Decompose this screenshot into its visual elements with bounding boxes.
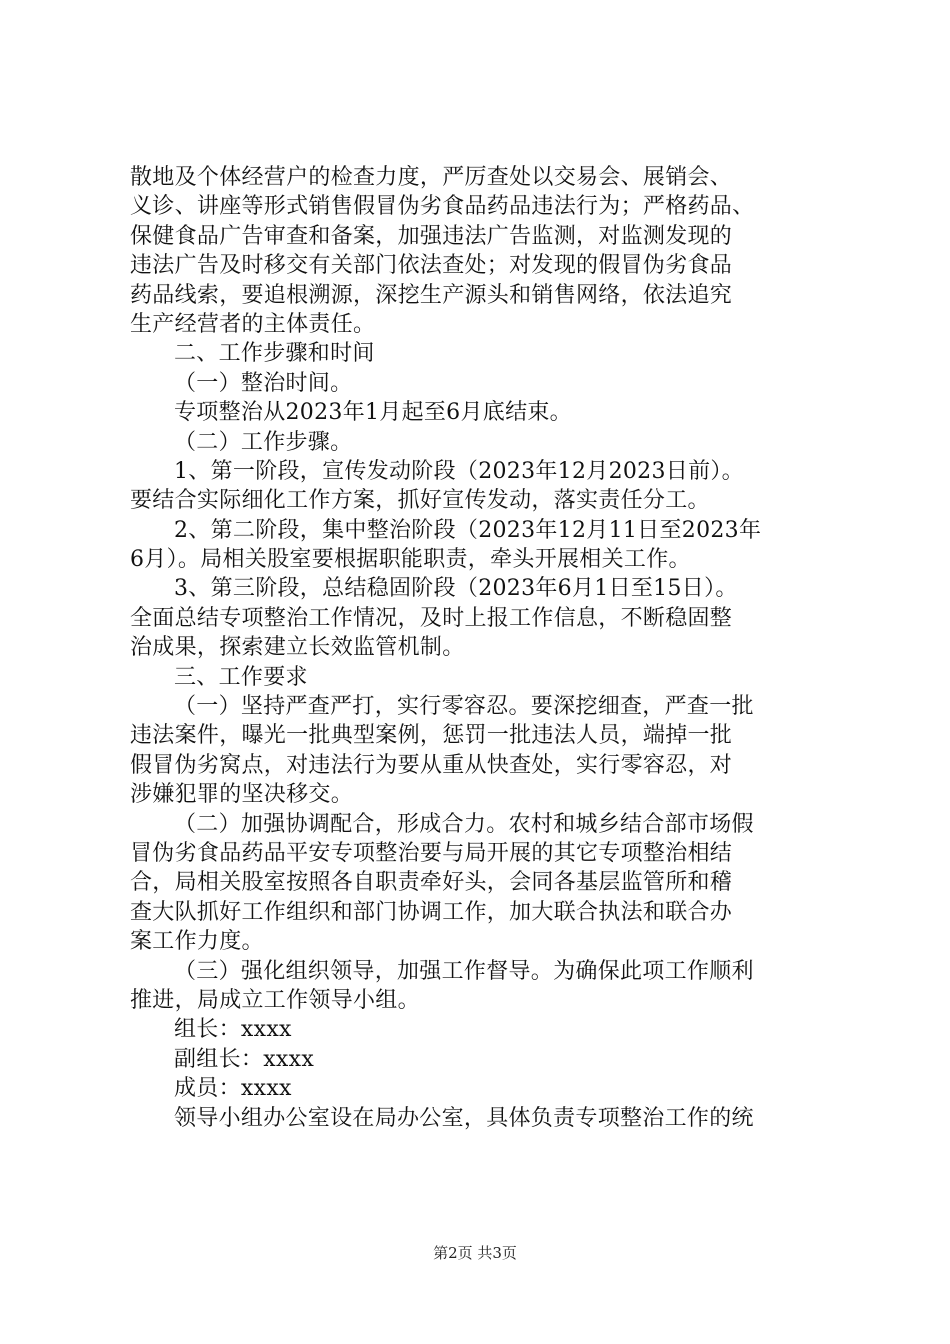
text-line: 查大队抓好工作组织和部门协调工作，加大联合执法和联合办: [130, 899, 733, 925]
text-line: 冒伪劣食品药品平安专项整治要与局开展的其它专项整治相结: [130, 840, 733, 866]
text-line: 领导小组办公室设在局办公室，具体负责专项整治工作的统: [174, 1105, 754, 1131]
text-line: 涉嫌犯罪的坚决移交。: [130, 782, 354, 808]
text-line: 保健食品广告审查和备案，加强违法广告监测，对监测发现的: [130, 223, 733, 249]
text-line: 全面总结专项整治工作情况，及时上报工作信息，不断稳固整: [130, 605, 733, 631]
text-line: 专项整治从2023年1月起至6月底结束。: [174, 400, 572, 426]
text-line: 3、第三阶段，总结稳固阶段（2023年6月1日至15日）。: [174, 576, 738, 602]
text-line: （二）工作步骤。: [174, 429, 353, 455]
text-line: 治成果，探索建立长效监管机制。: [130, 635, 465, 661]
text-line: （三）强化组织领导，加强工作督导。为确保此项工作顺利: [174, 958, 754, 984]
text-line: 1、第一阶段，宣传发动阶段（2023年12月2023日前）。: [174, 458, 744, 484]
text-line: 二、工作步骤和时间: [174, 341, 375, 367]
text-line: 组长：xxxx: [174, 1017, 292, 1043]
text-line: 假冒伪劣窝点，对违法行为要从重从快查处，实行零容忍，对: [130, 752, 733, 778]
text-line: 违法案件，曝光一批典型案例，惩罚一批违法人员，端掉一批: [130, 723, 733, 749]
page-footer: 第2页 共3页: [433, 1244, 517, 1262]
text-line: 要结合实际细化工作方案，抓好宣传发动，落实责任分工。: [130, 488, 710, 514]
text-line: 推进，局成立工作领导小组。: [130, 987, 420, 1013]
text-line: 2、第二阶段，集中整治阶段（2023年12月11日至2023年: [174, 517, 762, 543]
text-line: （二）加强协调配合，形成合力。农村和城乡结合部市场假: [174, 811, 754, 837]
text-line: 药品线索，要追根溯源，深挖生产源头和销售网络，依法追究: [130, 282, 733, 308]
text-line: 义诊、讲座等形式销售假冒伪劣食品药品违法行为；严格药品、: [130, 194, 755, 220]
text-line: 成员：xxxx: [174, 1076, 292, 1102]
text-line: 合，局相关股室按照各自职责牵好头，会同各基层监管所和稽: [130, 870, 733, 896]
text-line: 生产经营者的主体责任。: [130, 311, 376, 337]
text-line: 副组长：xxxx: [174, 1046, 315, 1072]
text-line: 散地及个体经营户的检查力度，严厉查处以交易会、展销会、: [130, 165, 733, 190]
text-line: 6月）。局相关股室要根据职能职责，牵头开展相关工作。: [130, 547, 691, 573]
text-line: 案工作力度。: [130, 929, 264, 955]
text-line: 三、工作要求: [174, 664, 308, 690]
text-line: 违法广告及时移交有关部门依法查处；对发现的假冒伪劣食品: [130, 253, 733, 279]
document-body: [130, 163, 836, 1133]
text-line: （一）坚持严查严打，实行零容忍。要深挖细查，严查一批: [174, 694, 754, 720]
text-line: （一）整治时间。: [174, 370, 353, 396]
